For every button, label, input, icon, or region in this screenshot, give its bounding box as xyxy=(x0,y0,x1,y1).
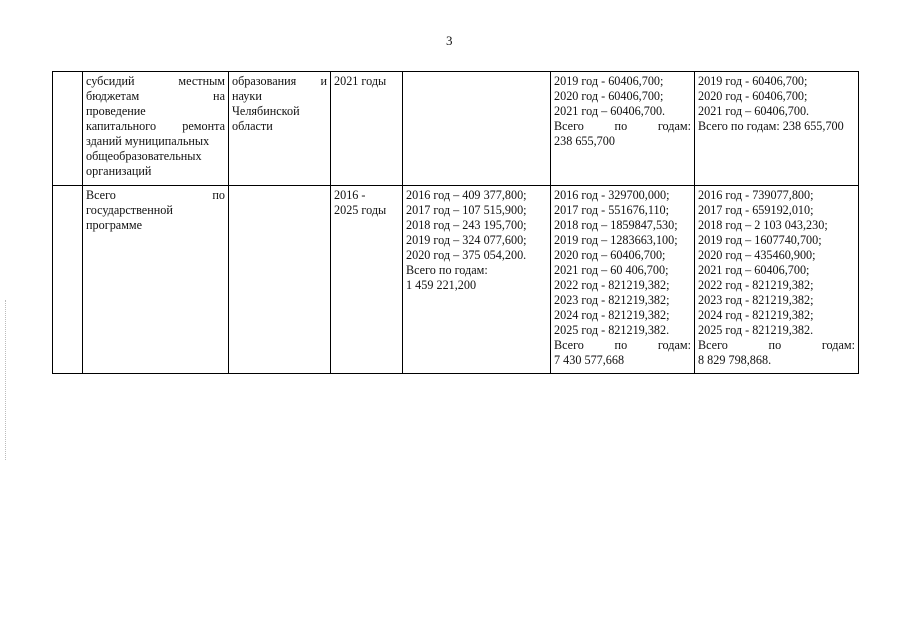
cell-line: 2022 год - 821219,382; xyxy=(554,278,670,292)
regional-funds-cell xyxy=(551,72,695,186)
total-funds-cell xyxy=(695,186,859,374)
cell-line: 2016 год - 329700,000; xyxy=(554,188,670,202)
cell-line: 2019 год – 1607740,700; xyxy=(698,233,822,247)
description-cell xyxy=(83,186,229,374)
cell-line: 2020 год - 60406,700; xyxy=(554,89,664,103)
cell-line: 2020 год – 60406,700; xyxy=(554,248,666,262)
total-funds-cell xyxy=(695,72,859,186)
row-number-cell xyxy=(53,186,83,374)
cell-line: общеобразовательных xyxy=(86,149,202,163)
cell-line: зданий муниципальных xyxy=(86,134,210,148)
cell-line: Челябинской xyxy=(232,104,300,118)
cell-line: науки xyxy=(232,89,262,103)
regional-funds-cell xyxy=(551,186,695,374)
cell-line: 2016 - xyxy=(334,188,366,202)
cell-line: 2021 год – 60406,700; xyxy=(698,263,810,277)
cell-line: 2019 год – 1283663,100; xyxy=(554,233,678,247)
description-cell xyxy=(83,72,229,186)
table-row xyxy=(53,186,859,374)
cell-line: области xyxy=(232,119,273,133)
cell-line: 2019 год - 60406,700; xyxy=(698,74,808,88)
cell-line: 2021 год – 60406,700. xyxy=(698,104,810,118)
cell-line: 2020 год – 375 054,200. xyxy=(406,248,527,262)
cell-line: 2021 год – 60406,700. xyxy=(554,104,666,118)
cell-line: государственной xyxy=(86,203,173,217)
cell-line: 2016 год – 409 377,800; xyxy=(406,188,527,202)
cell-line: 2024 год - 821219,382; xyxy=(698,308,814,322)
cell-line: 2018 год – 2 103 043,230; xyxy=(698,218,828,232)
row-number-cell xyxy=(53,72,83,186)
cell-line: Всего по годам: xyxy=(698,338,855,352)
cell-line: 2019 год - 60406,700; xyxy=(554,74,664,88)
cell-line: Всего по годам: xyxy=(554,338,691,352)
scan-margin-marks xyxy=(5,300,7,460)
cell-line: 238 655,700 xyxy=(554,134,615,148)
cell-line: Всего по годам: 238 655,700 xyxy=(698,119,844,133)
cell-line: 2020 год – 435460,900; xyxy=(698,248,816,262)
cell-line: 2024 год - 821219,382; xyxy=(554,308,670,322)
federal-funds-cell xyxy=(403,72,551,186)
cell-line: субсидий местным xyxy=(86,74,225,88)
cell-line: 2018 год – 1859847,530; xyxy=(554,218,678,232)
federal-funds-cell xyxy=(403,186,551,374)
cell-line: 2021 год – 60 406,700; xyxy=(554,263,669,277)
period-cell xyxy=(331,72,403,186)
cell-line: 2023 год - 821219,382; xyxy=(554,293,670,307)
cell-line: капитального ремонта xyxy=(86,119,225,133)
cell-line: Всего по годам: xyxy=(406,263,488,277)
cell-line: проведение xyxy=(86,104,146,118)
executor-cell xyxy=(229,186,331,374)
cell-line: Всего по xyxy=(86,188,225,202)
cell-line: 7 430 577,668 xyxy=(554,353,625,367)
cell-line: 2017 год - 659192,010; xyxy=(698,203,814,217)
cell-line: 2016 год - 739077,800; xyxy=(698,188,814,202)
page-number: 3 xyxy=(446,33,453,48)
cell-line: образования и xyxy=(232,74,327,88)
executor-cell xyxy=(229,72,331,186)
cell-line: 2021 годы xyxy=(334,74,387,88)
cell-line: 2020 год - 60406,700; xyxy=(698,89,808,103)
cell-line: 2017 год - 551676,110; xyxy=(554,203,670,217)
cell-line: 2018 год – 243 195,700; xyxy=(406,218,527,232)
cell-line: 2017 год – 107 515,900; xyxy=(406,203,527,217)
cell-line: 2025 год - 821219,382. xyxy=(698,323,814,337)
table-row xyxy=(53,72,859,186)
cell-line: 2019 год – 324 077,600; xyxy=(406,233,527,247)
cell-line: 2023 год - 821219,382; xyxy=(698,293,814,307)
cell-line: 2025 год - 821219,382. xyxy=(554,323,670,337)
cell-line: 2022 год - 821219,382; xyxy=(698,278,814,292)
cell-line: организаций xyxy=(86,164,152,178)
cell-line: Всего по годам: xyxy=(554,119,691,133)
cell-line: 2025 годы xyxy=(334,203,387,217)
period-cell xyxy=(331,186,403,374)
cell-line: 1 459 221,200 xyxy=(406,278,477,292)
cell-line: программе xyxy=(86,218,143,232)
cell-line: бюджетам на xyxy=(86,89,225,103)
cell-line: 8 829 798,868. xyxy=(698,353,772,367)
program-table xyxy=(52,71,859,374)
